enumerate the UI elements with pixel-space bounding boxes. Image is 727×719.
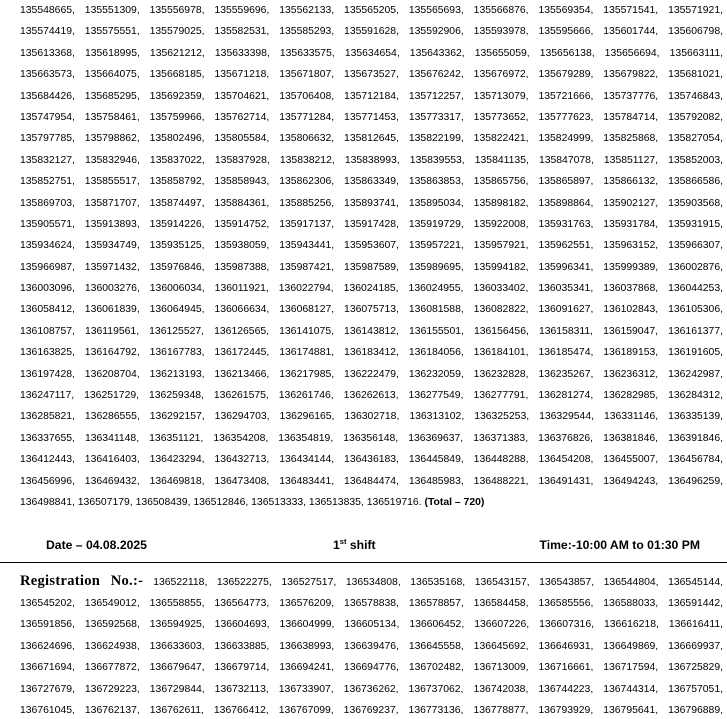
number-line: 135832127, 135832946, 135837022, 135837928, 135838212, 135838993, 135839553, 135841135, 135847078, 135851127, 135852003, [20, 154, 723, 166]
shift-number: 1 [333, 538, 340, 552]
number-line: 136456996, 136469432, 136469818, 136473408, 136483441, 136484474, 136485983, 136488221, 136491431, 136494243, 136496259, [20, 475, 723, 487]
registration-label: Registration No.:- [20, 573, 144, 589]
number-line: 136591856, 136592568, 136594925, 136604693, 136604999, 136605134, 136606452, 136607226, 136607316, 136616218, 136616411, [20, 619, 723, 631]
number-line: 136058412, 136061839, 136064945, 136066634, 136068127, 136075713, 136081588, 136082822, 136091627, 136102843, 136105306, [20, 304, 723, 316]
number-line: 136003096, 136003276, 136006034, 136011921, 136022794, 136024185, 136024955, 136033402, 136035341, 136037868, 136044253, [20, 283, 723, 295]
number-line: 136337655, 136341148, 136351121, 136354208, 136354819, 136356148, 136369637, 136371383, 136376826, 136381846, 136391846, [20, 432, 723, 444]
total-count: (Total – 720) [424, 496, 485, 508]
number-line: 135684426, 135685295, 135692359, 135704621, 135706408, 135712184, 135712257, 135713079, 135721666, 135737776, 135746843, [20, 90, 723, 102]
exam-time: Time:-10:00 AM to 01:30 PM [539, 538, 700, 552]
number-line: 135905571, 135913893, 135914226, 135914752, 135917137, 135917428, 135919729, 135922008, 135931763, 135931784, 135931915, [20, 218, 723, 230]
shift-ordinal-suffix: st [339, 536, 347, 546]
shift-label [333, 538, 376, 552]
number-line: 136163825, 136164792, 136167783, 136172445, 136174881, 136183412, 136184056, 136184101, 136185474, 136189153, 136191605, [20, 347, 723, 359]
number-line: 136247117, 136251729, 136259348, 136261575, 136261746, 136262613, 136277549, 136277791, 136281274, 136282985, 136284312, [20, 390, 723, 402]
number-line: 136412443, 136416403, 136423294, 136432713, 136434144, 136436183, 136445849, 136448288, 136454208, 136455007, 136456784, [20, 454, 723, 466]
registration-list-continued [20, 0, 723, 513]
shift-header [0, 532, 727, 562]
number-line: 135548665, 135551309, 135556978, 135559696, 135562133, 135565205, 135565693, 135566876, 135569354, 135571541, 135571921, [20, 5, 723, 16]
first-line-numbers: 136522118, 136522275, 136527517, 136534808, 136535168, 136543157, 136543857, 136544804, 136545144, [153, 577, 723, 588]
number-line: 136624696, 136624938, 136633603, 136633885, 136638993, 136639476, 136645558, 136645692, 136646931, 136649869, 136669937, [20, 640, 723, 652]
last-numbers: 136498841, 136507179, 136508439, 136512846, 136513333, 136513835, 136519716. [20, 496, 422, 508]
exam-date: Date – 04.08.2025 [46, 538, 147, 552]
number-line: 136671694, 136677872, 136679647, 136679714, 136694241, 136694776, 136702482, 136713009, 136716661, 136717594, 136725829, [20, 662, 723, 674]
number-line: 136545202, 136549012, 136558855, 136564773, 136576209, 136578838, 136578857, 136584458, 136585556, 136588033, 136591442, [20, 598, 723, 609]
number-line: 136197428, 136208704, 136213193, 136213466, 136217985, 136222479, 136232059, 136232828, 136235267, 136236312, 136242987, [20, 368, 723, 380]
shift-word: shift [349, 538, 376, 552]
number-line: 135747954, 135758461, 135759966, 135762714, 135771284, 135771453, 135773317, 135773652, 135777623, 135784714, 135792082, [20, 111, 723, 123]
registration-first-line [20, 569, 723, 593]
number-line: 135934624, 135934749, 135935125, 135938059, 135943441, 135953607, 135957221, 135957921, 135962551, 135963152, 135966307, [20, 240, 723, 252]
number-line: 135613368, 135618995, 135621212, 135633398, 135633575, 135634654, 135643362, 135655059, 135656138, 135656694, 135663111, [20, 47, 723, 59]
number-line: 135852751, 135855517, 135858792, 135858943, 135862306, 135863349, 135863853, 135865756, 135865897, 135866132, 135866586, [20, 176, 723, 188]
number-line: 135574419, 135575551, 135579025, 135582531, 135585293, 135591628, 135592906, 135593978, 135595666, 135601744, 135606798, [20, 26, 723, 38]
header-divider [0, 562, 727, 563]
number-line-last [20, 492, 723, 513]
number-line: 135663573, 135664075, 135668185, 135671218, 135671807, 135673527, 135676242, 135676972, 135679289, 135679822, 135681021, [20, 69, 723, 81]
number-line: 135869703, 135871707, 135874497, 135884361, 135885256, 135893741, 135895034, 135898182, 135898864, 135902127, 135903568, [20, 197, 723, 209]
registration-list-first-shift [20, 569, 723, 719]
number-line: 136761045, 136762137, 136762611, 136766412, 136767099, 136769237, 136773136, 136778877, 136793929, 136795641, 136796889, [20, 704, 723, 716]
number-line: 135966987, 135971432, 135976846, 135987388, 135987421, 135987589, 135989695, 135994182, 135996341, 135999389, 136002876, [20, 261, 723, 273]
number-line: 135797785, 135798862, 135802496, 135805584, 135806632, 135812645, 135822199, 135822421, 135824999, 135825868, 135827054, [20, 133, 723, 145]
number-line: 136727679, 136729223, 136729844, 136732113, 136733907, 136736262, 136737062, 136742038, 136744223, 136744314, 136757051, [20, 683, 723, 695]
number-line: 136285821, 136286555, 136292157, 136294703, 136296165, 136302718, 136313102, 136325253, 136329544, 136331146, 136335139, [20, 411, 723, 423]
number-line: 136108757, 136119561, 136125527, 136126565, 136141075, 136143812, 136155501, 136156456, 136158311, 136159047, 136161377, [20, 325, 723, 337]
